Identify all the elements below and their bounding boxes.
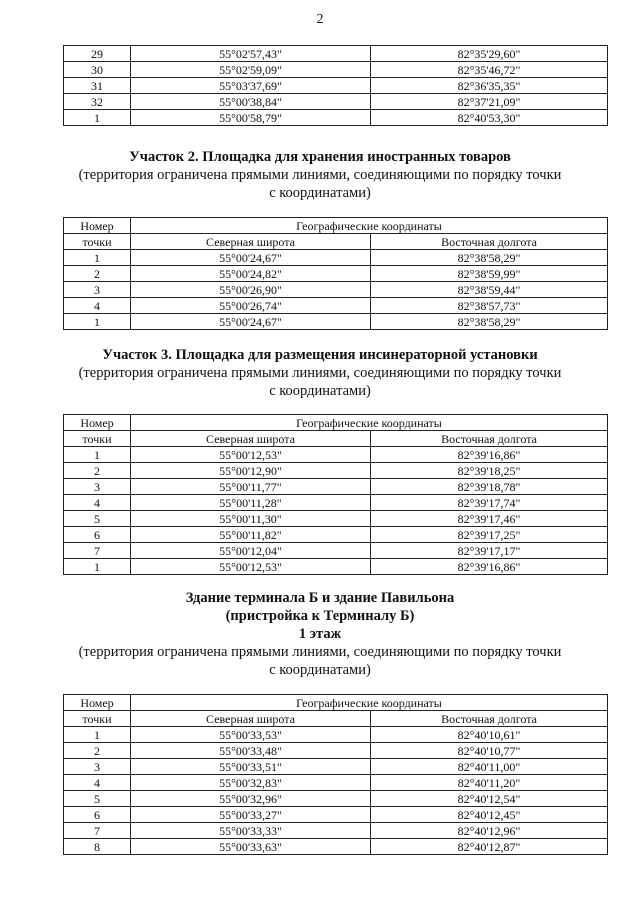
- latitude-cell: 55°00'33,27": [131, 807, 371, 823]
- latitude-cell: 55°00'33,63": [131, 839, 371, 855]
- table-row: [64, 282, 608, 298]
- latitude-cell: 55°00'38,84": [131, 94, 371, 110]
- point-number-cell: 1: [64, 559, 131, 575]
- point-number-cell: 5: [64, 511, 131, 527]
- longitude-cell: 82°40'11,00": [371, 759, 608, 775]
- latitude-header: Северная широта: [131, 234, 371, 250]
- point-number-header: Номер: [64, 695, 131, 711]
- point-number-cell: 4: [64, 495, 131, 511]
- point-number-cell: 3: [64, 282, 131, 298]
- longitude-cell: 82°40'12,45": [371, 807, 608, 823]
- table-body: [64, 447, 608, 575]
- table-row: [64, 479, 608, 495]
- longitude-cell: 82°35'46,72": [371, 62, 608, 78]
- point-number-cell: 3: [64, 759, 131, 775]
- table-row: [64, 94, 608, 110]
- table-body: [64, 727, 608, 855]
- latitude-cell: 55°00'11,82": [131, 527, 371, 543]
- geo-coordinates-header: Географические координаты: [131, 415, 608, 431]
- section-title: Участок 2. Площадка для хранения иностранных товаров: [129, 149, 511, 165]
- latitude-cell: 55°02'59,09": [131, 62, 371, 78]
- table-row: [64, 250, 608, 266]
- point-number-cell: 1: [64, 250, 131, 266]
- table-row: [64, 807, 608, 823]
- section-title: (пристройка к Терминалу Б): [225, 608, 415, 624]
- table-row: [64, 314, 608, 330]
- longitude-cell: 82°39'18,25": [371, 463, 608, 479]
- latitude-cell: 55°00'33,33": [131, 823, 371, 839]
- table-row: [64, 543, 608, 559]
- table-row: [64, 511, 608, 527]
- table-row: [64, 495, 608, 511]
- point-number-cell: 7: [64, 543, 131, 559]
- point-number-cell: 32: [64, 94, 131, 110]
- latitude-cell: 55°00'11,28": [131, 495, 371, 511]
- latitude-cell: 55°00'32,83": [131, 775, 371, 791]
- section-subtitle: (территория ограничена прямыми линиями, соединяющими по порядку точки: [78, 167, 562, 183]
- longitude-cell: 82°39'17,25": [371, 527, 608, 543]
- longitude-cell: 82°39'17,46": [371, 511, 608, 527]
- longitude-cell: 82°36'35,35": [371, 78, 608, 94]
- coordinates-table-section-4: [63, 694, 608, 855]
- latitude-cell: 55°00'24,82": [131, 266, 371, 282]
- table-row: [64, 559, 608, 575]
- point-number-cell: 6: [64, 807, 131, 823]
- point-number-cell: 1: [64, 110, 131, 126]
- table-row: [64, 78, 608, 94]
- latitude-header: Северная широта: [131, 711, 371, 727]
- longitude-cell: 82°40'12,87": [371, 839, 608, 855]
- page-number: 2: [316, 12, 324, 27]
- section-3-heading: [0, 346, 640, 400]
- longitude-cell: 82°40'53,30": [371, 110, 608, 126]
- point-number-cell: 8: [64, 839, 131, 855]
- table-row: [64, 447, 608, 463]
- point-number-cell: 4: [64, 298, 131, 314]
- latitude-cell: 55°03'37,69": [131, 78, 371, 94]
- longitude-cell: 82°40'10,61": [371, 727, 608, 743]
- latitude-cell: 55°00'58,79": [131, 110, 371, 126]
- table-row: [64, 791, 608, 807]
- geo-coordinates-header: Географические координаты: [131, 218, 608, 234]
- latitude-cell: 55°02'57,43": [131, 46, 371, 62]
- point-number-header-2: точки: [64, 711, 131, 727]
- latitude-cell: 55°00'12,53": [131, 559, 371, 575]
- point-number-cell: 2: [64, 463, 131, 479]
- point-number-cell: 31: [64, 78, 131, 94]
- point-number-cell: 29: [64, 46, 131, 62]
- point-number-cell: 5: [64, 791, 131, 807]
- point-number-cell: 1: [64, 314, 131, 330]
- section-subtitle: с координатами): [269, 383, 371, 399]
- section-subtitle: (территория ограничена прямыми линиями, соединяющими по порядку точки: [78, 365, 562, 381]
- section-subtitle: с координатами): [269, 662, 371, 678]
- point-number-header: Номер: [64, 415, 131, 431]
- table-row: [64, 759, 608, 775]
- table-row: [64, 839, 608, 855]
- table-row: [64, 727, 608, 743]
- latitude-cell: 55°00'11,30": [131, 511, 371, 527]
- latitude-cell: 55°00'26,74": [131, 298, 371, 314]
- longitude-header: Восточная долгота: [371, 234, 608, 250]
- geo-coordinates-header: Географические координаты: [131, 695, 608, 711]
- latitude-cell: 55°00'33,53": [131, 727, 371, 743]
- longitude-cell: 82°40'12,96": [371, 823, 608, 839]
- point-number-header: Номер: [64, 218, 131, 234]
- longitude-cell: 82°37'21,09": [371, 94, 608, 110]
- point-number-cell: 2: [64, 266, 131, 282]
- table-row: [64, 743, 608, 759]
- table-row: [64, 62, 608, 78]
- longitude-cell: 82°39'16,86": [371, 559, 608, 575]
- longitude-cell: 82°40'10,77": [371, 743, 608, 759]
- point-number-cell: 30: [64, 62, 131, 78]
- latitude-cell: 55°00'12,04": [131, 543, 371, 559]
- section-subtitle: с координатами): [269, 185, 371, 201]
- section-title: Здание терминала Б и здание Павильона: [185, 590, 455, 606]
- table-row: [64, 266, 608, 282]
- table-row: [64, 823, 608, 839]
- section-2-heading: [0, 148, 640, 202]
- longitude-cell: 82°39'17,17": [371, 543, 608, 559]
- coordinates-table-section-3: [63, 414, 608, 575]
- latitude-cell: 55°00'32,96": [131, 791, 371, 807]
- latitude-cell: 55°00'24,67": [131, 250, 371, 266]
- longitude-cell: 82°38'57,73": [371, 298, 608, 314]
- longitude-header: Восточная долгота: [371, 431, 608, 447]
- point-number-cell: 2: [64, 743, 131, 759]
- coordinates-table-section-2: [63, 217, 608, 330]
- latitude-cell: 55°00'33,48": [131, 743, 371, 759]
- table-row: [64, 463, 608, 479]
- point-number-cell: 4: [64, 775, 131, 791]
- longitude-cell: 82°39'16,86": [371, 447, 608, 463]
- table-row: [64, 298, 608, 314]
- longitude-cell: 82°40'12,54": [371, 791, 608, 807]
- latitude-cell: 55°00'26,90": [131, 282, 371, 298]
- longitude-cell: 82°40'11,20": [371, 775, 608, 791]
- point-number-cell: 3: [64, 479, 131, 495]
- table-row: [64, 110, 608, 126]
- table-row: [64, 775, 608, 791]
- longitude-cell: 82°38'59,44": [371, 282, 608, 298]
- point-number-cell: 6: [64, 527, 131, 543]
- latitude-cell: 55°00'24,67": [131, 314, 371, 330]
- longitude-header: Восточная долгота: [371, 711, 608, 727]
- longitude-cell: 82°35'29,60": [371, 46, 608, 62]
- coordinates-table-continuation: [63, 45, 608, 126]
- table-row: [64, 527, 608, 543]
- point-number-cell: 7: [64, 823, 131, 839]
- section-4-heading: [0, 589, 640, 679]
- longitude-cell: 82°38'58,29": [371, 314, 608, 330]
- section-title: 1 этаж: [298, 626, 342, 642]
- longitude-cell: 82°38'59,99": [371, 266, 608, 282]
- table-row: [64, 46, 608, 62]
- point-number-cell: 1: [64, 447, 131, 463]
- latitude-cell: 55°00'12,53": [131, 447, 371, 463]
- latitude-cell: 55°00'12,90": [131, 463, 371, 479]
- latitude-header: Северная широта: [131, 431, 371, 447]
- table-body: [64, 46, 608, 126]
- section-subtitle: (территория ограничена прямыми линиями, соединяющими по порядку точки: [78, 644, 562, 660]
- longitude-cell: 82°39'17,74": [371, 495, 608, 511]
- longitude-cell: 82°39'18,78": [371, 479, 608, 495]
- longitude-cell: 82°38'58,29": [371, 250, 608, 266]
- latitude-cell: 55°00'33,51": [131, 759, 371, 775]
- section-title: Участок 3. Площадка для размещения инсинераторной установки: [102, 347, 538, 363]
- table-body: [64, 250, 608, 330]
- point-number-header-2: точки: [64, 234, 131, 250]
- point-number-cell: 1: [64, 727, 131, 743]
- point-number-header-2: точки: [64, 431, 131, 447]
- latitude-cell: 55°00'11,77": [131, 479, 371, 495]
